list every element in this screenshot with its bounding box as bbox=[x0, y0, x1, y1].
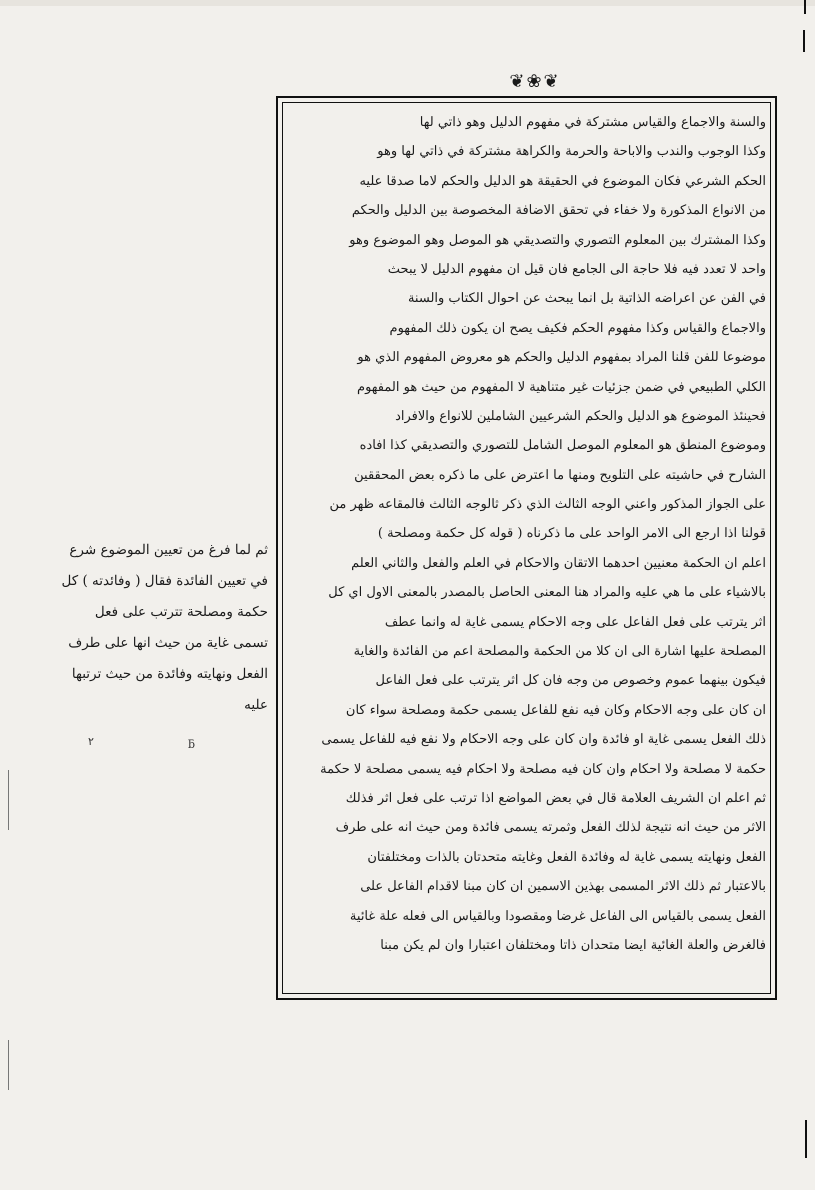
main-text-block bbox=[286, 108, 766, 992]
scan-mark bbox=[8, 770, 9, 830]
text-line: والسنة والاجماع والقياس مشتركة في مفهوم الدليل وهو ذاتي لها bbox=[419, 115, 766, 130]
text-line: اعلم ان الحكمة معنيين احدهما الاتقان والاحكام في العلم والفعل والثاني العلم bbox=[351, 555, 766, 571]
text-line: الاثر من حيث انه نتيجة لذلك الفعل وثمرته يسمى فائدة ومن حيث انه على طرف bbox=[335, 820, 766, 836]
text-line: الفعل يسمى بالقياس الى الفاعل غرضا ومقصودا وبالقياس الى فعله علة غائية bbox=[349, 908, 766, 924]
margin-line: في تعيين الفائدة فقال ( وفائدته ) كل bbox=[61, 573, 268, 589]
text-line: حكمة لا مصلحة ولا احكام وان كان فيه مصلحة ولا احكام فيه يسمى مصلحة لا حكمة bbox=[320, 761, 766, 777]
text-line: ثم اعلم ان الشريف العلامة قال في بعض المواضع اذا ترتب على فعل اثر فذلك bbox=[345, 790, 766, 806]
text-line: فيكون بينهما عموم وخصوص من وجه فان كل اثر يترتب على فعل الفاعل bbox=[375, 673, 766, 689]
text-line: الشارح في حاشيته على التلويح ومنها ما اعترض على ما ذكره بعض المحققين bbox=[354, 467, 766, 483]
text-line: المصلحة عليها اشارة الى ان كلا من الحكمة والمصلحة اعم من الفائدة والغاية bbox=[353, 644, 766, 660]
margin-commentary bbox=[18, 535, 268, 721]
text-line: على الجواز المذكور واعني الوجه الثالث الذي ذكر ثالوجه الثالث فالمقاعه ظهر من bbox=[329, 497, 766, 513]
text-line: بالاشياء على ما هي عليه والمراد هنا المعنى الحاصل بالمصدر بالمعنى الاول اي كل bbox=[328, 585, 766, 601]
text-line: الفعل ونهايته يسمى غاية له وفائدة الفعل وغايته متحدتان بالذات ومختلفتان bbox=[367, 849, 766, 865]
text-line: فحينئذ الموضوع هو الدليل والحكم الشرعيين الشاملين للانواع والافراد bbox=[395, 408, 766, 424]
header-ornament-icon: ❦❀❦ bbox=[509, 70, 561, 92]
stray-mark: ƃ bbox=[188, 738, 196, 751]
text-line: الكلي الطبيعي في ضمن جزئيات غير متناهية لا المفهوم من حيث هو المفهوم bbox=[357, 379, 766, 395]
text-line: بالاعتبار ثم ذلك الاثر المسمى بهذين الاسمين ان كان مبنا لاقدام الفاعل على bbox=[360, 879, 766, 895]
text-line: ذلك الفعل يسمى غاية او فائدة وان كان على وجه الاحكام ولا نفع فيه للفاعل يسمى bbox=[321, 732, 766, 748]
text-line: في الفن عن اعراضه الذاتية بل انما يبحث عن احوال الكتاب والسنة bbox=[407, 291, 766, 307]
text-line: فالغرض والعلة الغائية ايضا متحدان ذاتا ومختلفان اعتبارا وان لم يكن مبنا bbox=[380, 937, 766, 953]
text-line: وكذا الوجوب والندب والاباحة والحرمة والكراهة مشتركة في ذاتي لها وهو bbox=[377, 144, 766, 160]
margin-line: عليه bbox=[244, 697, 268, 713]
margin-line: ثم لما فرغ من تعيين الموضوع شرع bbox=[69, 542, 268, 558]
text-line: والاجماع والقياس وكذا مفهوم الحكم فكيف يصح ان يكون ذلك المفهوم bbox=[389, 320, 766, 336]
text-line: وموضوع المنطق هو المعلوم الموصل الشامل للتصوري والتصديقي كذا افاده bbox=[359, 438, 766, 454]
scan-mark bbox=[805, 1120, 807, 1158]
margin-line: تسمى غاية من حيث انها على طرف bbox=[68, 635, 268, 651]
text-line: موضوعا للفن قلنا المراد بمفهوم الدليل والحكم هو معروض المفهوم الذي هو bbox=[357, 350, 766, 366]
text-line: واحد لا تعدد فيه فلا حاجة الى الجامع فان قيل ان مفهوم الدليل لا يبحث bbox=[387, 261, 766, 277]
text-line: قولنا اذا ارجع الى الامر الواحد على ما ذكرناه ( قوله كل حكمة ومصلحة ) bbox=[377, 526, 766, 542]
scan-mark bbox=[803, 30, 805, 52]
scan-mark bbox=[8, 1040, 9, 1090]
text-line: الحكم الشرعي فكان الموضوع في الحقيقة هو الدليل والحكم لاما صدقا عليه bbox=[359, 173, 766, 189]
text-line: من الانواع المذكورة ولا خفاء في تحقق الاضافة المخصوصة بين الدليل والحكم bbox=[351, 203, 766, 219]
margin-line: حكمة ومصلحة تترتب على فعل bbox=[94, 604, 268, 620]
scan-mark bbox=[804, 0, 806, 14]
text-line: ان كان على وجه الاحكام وكان فيه نفع للفاعل يسمى حكمة ومصلحة سواء كان bbox=[345, 702, 766, 718]
text-line: اثر يترتب على فعل الفاعل على وجه الاحكام يسمى غاية له وانما عطف bbox=[384, 614, 766, 630]
page-top-edge bbox=[0, 0, 815, 6]
margin-line: الفعل ونهايته وفائدة من حيث ترتبها bbox=[71, 666, 268, 682]
text-line: وكذا المشترك بين المعلوم التصوري والتصديقي هو الموصل وهو الموضوع وهو bbox=[349, 232, 766, 248]
stray-mark: ٢ bbox=[88, 735, 94, 748]
